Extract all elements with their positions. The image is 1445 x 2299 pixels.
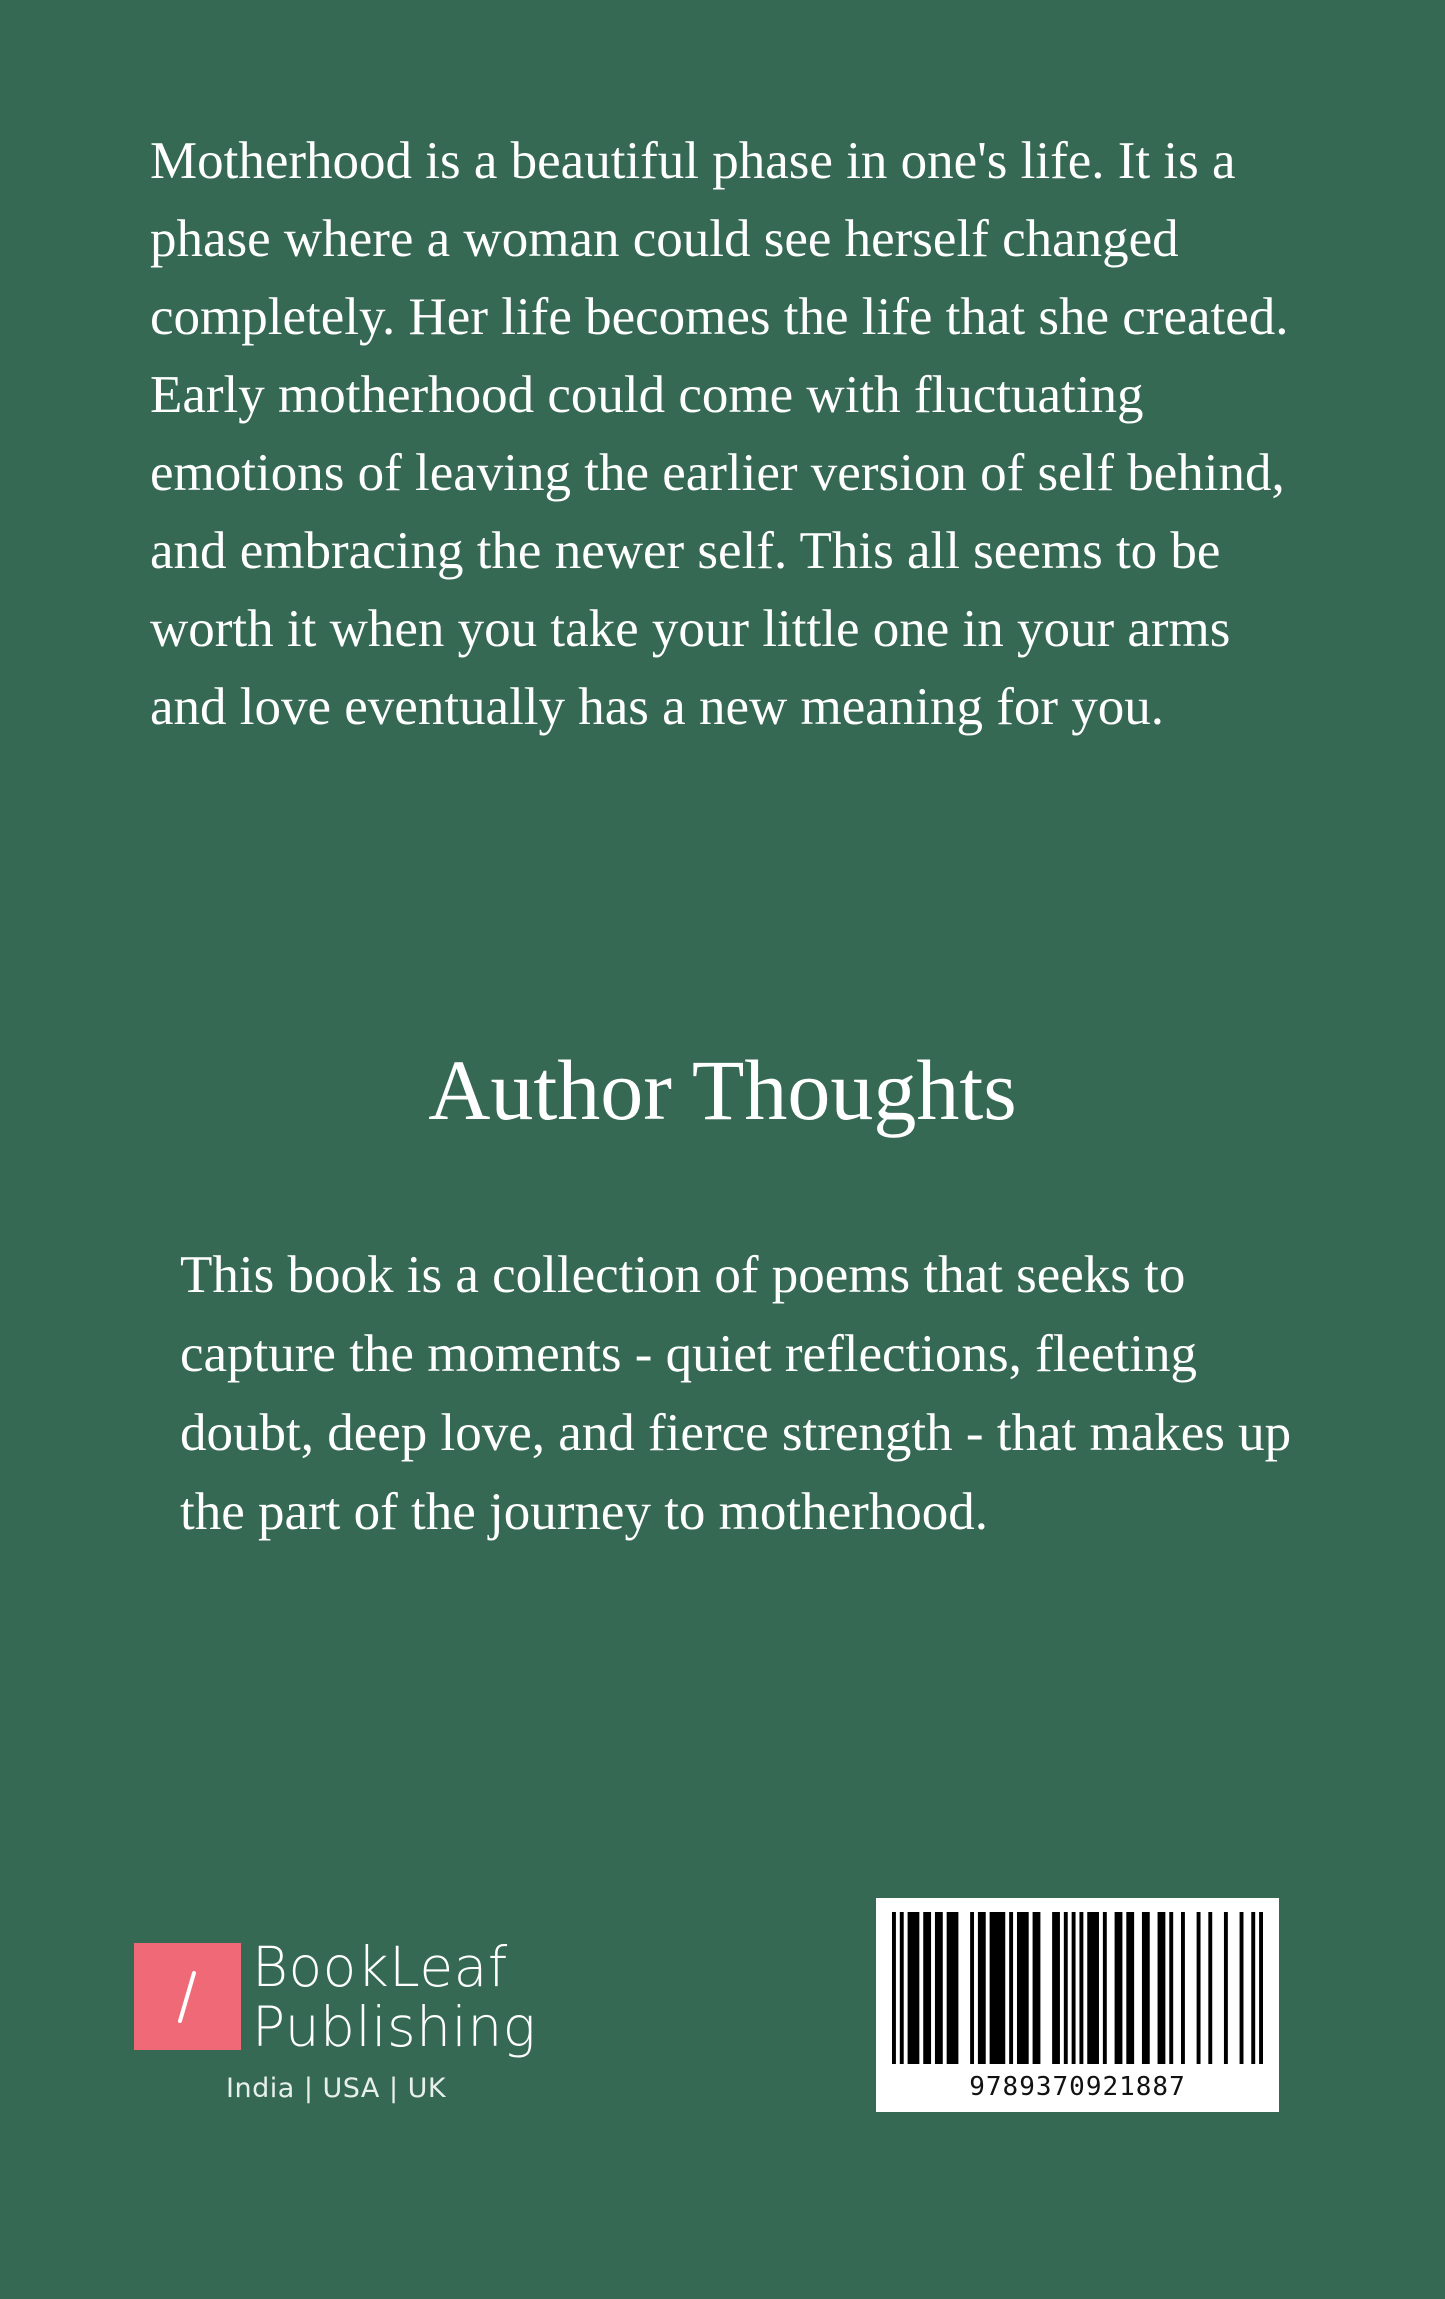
barcode-bar <box>1251 1912 1255 2064</box>
publisher-regions: India | USA | UK <box>226 2073 447 2104</box>
publisher-logo <box>134 1935 554 2113</box>
barcode-bar <box>1009 1912 1013 2064</box>
barcode-bar <box>1064 1912 1068 2064</box>
barcode-bar <box>1115 1912 1123 2064</box>
barcode-bar <box>1259 1912 1263 2064</box>
blurb-paragraph-1: Motherhood is a beautiful phase in one's life. It is a phase where a woman could see herself changed completely. Her life becomes the life that she created. <box>150 132 1289 346</box>
barcode-bar <box>923 1912 931 2064</box>
barcode-bar <box>1197 1912 1201 2064</box>
barcode-bar <box>1072 1912 1076 2064</box>
barcode-bar <box>990 1912 1006 2064</box>
barcode-bar <box>978 1912 986 2064</box>
barcode-bar <box>1017 1912 1029 2064</box>
barcode-bar <box>892 1912 896 2064</box>
barcode-bar <box>935 1912 943 2064</box>
blurb-paragraph-2: Early motherhood could come with fluctuating emotions of leaving the earlier version of self behind, and embracing the newer self. This all seems to be worth it when you take your little one in your arms and love eventually has a new meaning for you. <box>150 366 1285 736</box>
isbn-barcode <box>876 1898 1279 2112</box>
author-thoughts-heading: Author Thoughts <box>428 1042 1017 1138</box>
barcode-bar <box>1052 1912 1060 2064</box>
barcode-bar <box>1208 1912 1212 2064</box>
barcode-bar <box>1142 1912 1150 2064</box>
barcode-bar <box>1240 1912 1244 2064</box>
barcode-bar <box>1033 1912 1041 2064</box>
barcode-bar <box>1103 1912 1107 2064</box>
barcode-bar <box>1079 1912 1083 2064</box>
back-cover-blurb <box>150 122 1310 746</box>
barcode-bar <box>1169 1912 1173 2064</box>
barcode-bar <box>1158 1912 1166 2064</box>
publisher-name-line-2: Publishing <box>252 1995 537 2059</box>
barcode-bar <box>1126 1912 1134 2064</box>
publisher-name <box>252 1937 536 2057</box>
barcode-bar <box>1087 1912 1099 2064</box>
barcode-bar <box>1224 1912 1228 2064</box>
slash-logo-icon <box>134 1943 241 2050</box>
barcode-bar <box>970 1912 974 2064</box>
barcode-bar <box>947 1912 959 2064</box>
barcode-bar <box>1181 1912 1185 2064</box>
barcode-bar <box>908 1912 920 2064</box>
isbn-number: 9789370921887 <box>969 2072 1186 2102</box>
barcode-bar <box>900 1912 904 2064</box>
publisher-name-line-1: BookLeaf <box>252 1935 508 1999</box>
author-thoughts-text: This book is a collection of poems that seeks to capture the moments - quiet reflections, fleeting doubt, deep love, and fierce strength - that makes up the part of the journey to motherhood. <box>180 1246 1292 1541</box>
